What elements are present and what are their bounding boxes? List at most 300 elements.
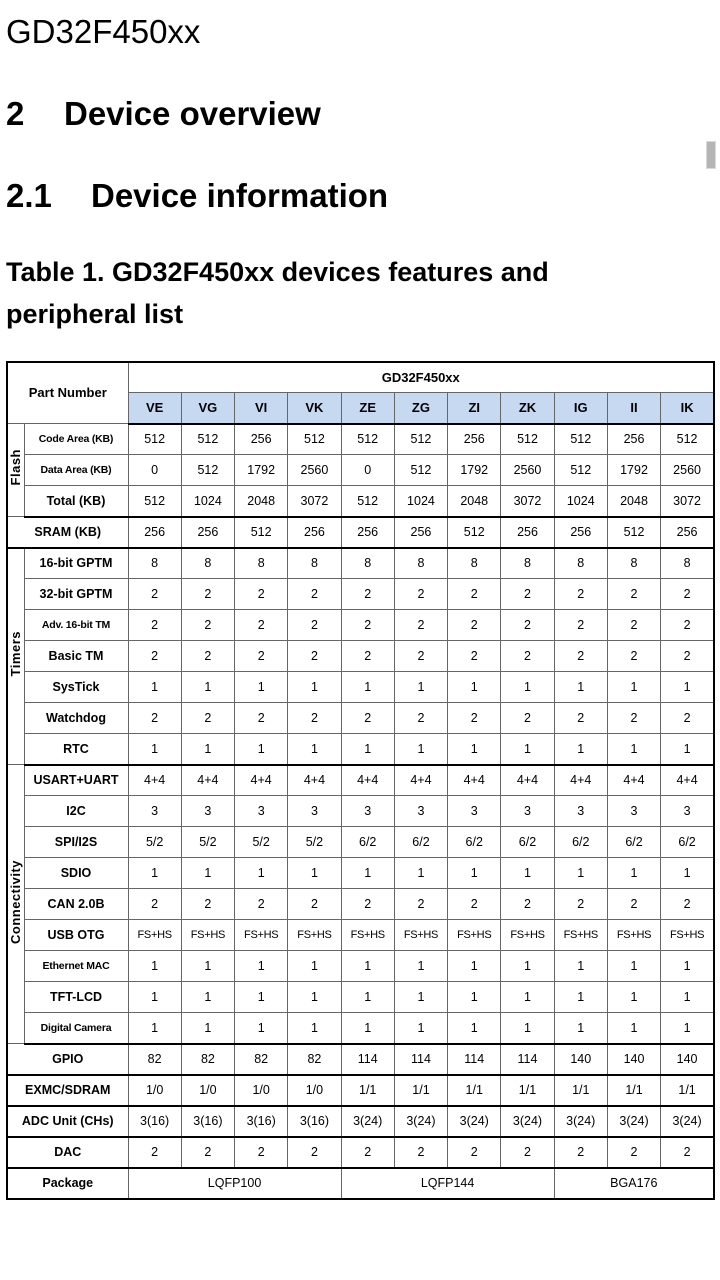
- data-cell: 256: [607, 424, 660, 455]
- data-cell: 2: [181, 703, 234, 734]
- data-cell: 1: [661, 672, 714, 703]
- data-cell: 1: [394, 1013, 447, 1044]
- row-label: Digital Camera: [24, 1013, 128, 1044]
- data-cell: 2: [288, 889, 341, 920]
- family-header: GD32F450xx: [128, 362, 714, 393]
- data-cell: 256: [554, 517, 607, 548]
- data-cell: 1/0: [235, 1075, 288, 1106]
- data-cell: 1: [128, 734, 181, 765]
- data-cell: 1: [661, 1013, 714, 1044]
- data-cell: 114: [341, 1044, 394, 1075]
- data-cell: 1: [235, 734, 288, 765]
- data-cell: 3(16): [235, 1106, 288, 1137]
- data-cell: 8: [607, 548, 660, 579]
- data-cell: 1: [448, 734, 501, 765]
- data-cell: 2: [128, 703, 181, 734]
- table-row: [7, 734, 714, 765]
- table-row: [7, 486, 714, 517]
- data-cell: 1: [341, 858, 394, 889]
- data-cell: 2: [181, 641, 234, 672]
- table-row: [7, 920, 714, 951]
- table-caption: Table 1. GD32F450xx devices features and peripheral list: [6, 256, 549, 329]
- data-cell: 256: [448, 424, 501, 455]
- data-cell: 2: [554, 641, 607, 672]
- data-cell: 2: [288, 579, 341, 610]
- data-cell: 2: [394, 1137, 447, 1168]
- row-label: SDIO: [24, 858, 128, 889]
- data-cell: 5/2: [128, 827, 181, 858]
- data-cell: 6/2: [661, 827, 714, 858]
- data-cell: 1: [501, 982, 554, 1013]
- data-cell: 4+4: [288, 765, 341, 796]
- data-cell: 512: [341, 486, 394, 517]
- part-number-header: Part Number: [7, 362, 128, 424]
- data-cell: 2: [661, 889, 714, 920]
- data-cell: 256: [661, 517, 714, 548]
- data-cell: 512: [554, 455, 607, 486]
- data-cell: 2: [235, 641, 288, 672]
- data-cell: 1: [394, 672, 447, 703]
- scrollbar-thumb[interactable]: [706, 141, 716, 169]
- package-cell: LQFP100: [128, 1168, 341, 1199]
- row-label: Package: [7, 1168, 128, 1199]
- data-cell: 2: [341, 889, 394, 920]
- group-label-text: Timers: [8, 631, 24, 677]
- data-cell: 2: [341, 579, 394, 610]
- column-header-zk: ZK: [501, 393, 554, 424]
- data-cell: 2: [341, 610, 394, 641]
- group-label-timers: [7, 548, 24, 765]
- data-cell: 3: [394, 796, 447, 827]
- data-cell: 1: [181, 672, 234, 703]
- table-row: [7, 1168, 714, 1199]
- data-cell: 1: [554, 858, 607, 889]
- data-cell: 2: [288, 641, 341, 672]
- data-cell: 2: [607, 889, 660, 920]
- data-cell: 3072: [501, 486, 554, 517]
- data-cell: 512: [235, 517, 288, 548]
- data-cell: 4+4: [128, 765, 181, 796]
- data-cell: 1: [394, 982, 447, 1013]
- data-cell: 5/2: [181, 827, 234, 858]
- data-cell: 2: [181, 889, 234, 920]
- data-cell: 82: [235, 1044, 288, 1075]
- data-cell: 4+4: [501, 765, 554, 796]
- data-cell: 3(24): [394, 1106, 447, 1137]
- data-cell: 1: [235, 982, 288, 1013]
- data-cell: 2: [394, 579, 447, 610]
- table-row: [7, 765, 714, 796]
- data-cell: 2: [661, 610, 714, 641]
- data-cell: 82: [288, 1044, 341, 1075]
- data-cell: 2: [128, 1137, 181, 1168]
- data-cell: 82: [128, 1044, 181, 1075]
- data-cell: 1: [448, 1013, 501, 1044]
- data-cell: 2560: [501, 455, 554, 486]
- data-cell: 512: [448, 517, 501, 548]
- data-cell: 256: [288, 517, 341, 548]
- table-row: [7, 579, 714, 610]
- data-cell: 1: [181, 1013, 234, 1044]
- column-header-vi: VI: [235, 393, 288, 424]
- data-cell: 1: [448, 982, 501, 1013]
- group-label-flash: [7, 424, 24, 517]
- column-header-zg: ZG: [394, 393, 447, 424]
- group-label-text: Connectivity: [8, 859, 24, 944]
- data-cell: 256: [341, 517, 394, 548]
- data-cell: 2: [554, 889, 607, 920]
- data-cell: 1: [288, 1013, 341, 1044]
- table-row: [7, 951, 714, 982]
- data-cell: 512: [128, 424, 181, 455]
- table-row: [7, 641, 714, 672]
- data-cell: 1: [554, 1013, 607, 1044]
- data-cell: 1/0: [288, 1075, 341, 1106]
- data-cell: 1: [235, 672, 288, 703]
- data-cell: 2: [394, 703, 447, 734]
- row-label: GPIO: [7, 1044, 128, 1075]
- row-label: SPI/I2S: [24, 827, 128, 858]
- data-cell: 1: [288, 982, 341, 1013]
- data-cell: 2: [448, 1137, 501, 1168]
- data-cell: 1792: [607, 455, 660, 486]
- column-header-ve: VE: [128, 393, 181, 424]
- data-cell: 1: [341, 672, 394, 703]
- table-row: [7, 672, 714, 703]
- data-cell: 256: [394, 517, 447, 548]
- data-cell: 256: [128, 517, 181, 548]
- data-cell: 2: [554, 579, 607, 610]
- data-cell: 4+4: [235, 765, 288, 796]
- subsection-title: Device information: [91, 176, 389, 214]
- data-cell: 1: [181, 858, 234, 889]
- table-row: [7, 889, 714, 920]
- data-cell: 140: [607, 1044, 660, 1075]
- data-cell: 4+4: [448, 765, 501, 796]
- data-cell: 6/2: [501, 827, 554, 858]
- row-label: ADC Unit (CHs): [7, 1106, 128, 1137]
- data-cell: 8: [288, 548, 341, 579]
- data-cell: 256: [501, 517, 554, 548]
- data-cell: 512: [394, 424, 447, 455]
- data-cell: 1: [501, 951, 554, 982]
- column-header-vk: VK: [288, 393, 341, 424]
- data-cell: 4+4: [554, 765, 607, 796]
- data-cell: 5/2: [288, 827, 341, 858]
- data-cell: 256: [235, 424, 288, 455]
- data-cell: 1: [607, 734, 660, 765]
- data-cell: 2048: [235, 486, 288, 517]
- data-cell: 1: [448, 951, 501, 982]
- data-cell: 3: [181, 796, 234, 827]
- data-cell: 8: [341, 548, 394, 579]
- data-cell: 512: [181, 424, 234, 455]
- column-header-ik: IK: [661, 393, 714, 424]
- data-cell: FS+HS: [607, 920, 660, 951]
- row-label: SysTick: [24, 672, 128, 703]
- row-label: Basic TM: [24, 641, 128, 672]
- data-cell: 2: [235, 610, 288, 641]
- data-cell: 1: [394, 858, 447, 889]
- row-label: USART+UART: [24, 765, 128, 796]
- data-cell: 3: [554, 796, 607, 827]
- subsection-number: 2.1: [6, 176, 52, 214]
- data-cell: 512: [661, 424, 714, 455]
- data-cell: 4+4: [607, 765, 660, 796]
- table-row: [7, 1137, 714, 1168]
- group-label-text: Flash: [8, 449, 24, 486]
- data-cell: 2: [288, 1137, 341, 1168]
- data-cell: 2: [448, 641, 501, 672]
- data-cell: 1/1: [661, 1075, 714, 1106]
- row-label: CAN 2.0B: [24, 889, 128, 920]
- data-cell: 1/1: [554, 1075, 607, 1106]
- column-header-ii: II: [607, 393, 660, 424]
- data-cell: FS+HS: [235, 920, 288, 951]
- data-cell: 1: [341, 734, 394, 765]
- row-label: USB OTG: [24, 920, 128, 951]
- data-cell: 2: [394, 610, 447, 641]
- data-cell: 0: [128, 455, 181, 486]
- data-cell: FS+HS: [394, 920, 447, 951]
- data-cell: 1: [554, 672, 607, 703]
- data-cell: 2: [607, 610, 660, 641]
- data-cell: 1: [181, 734, 234, 765]
- data-cell: 6/2: [448, 827, 501, 858]
- data-cell: 1: [501, 858, 554, 889]
- data-cell: 2: [448, 703, 501, 734]
- data-cell: 1024: [394, 486, 447, 517]
- data-cell: 2: [501, 1137, 554, 1168]
- table-header-row-1: [7, 362, 714, 393]
- data-cell: 1/1: [501, 1075, 554, 1106]
- data-cell: 1: [394, 734, 447, 765]
- data-cell: 3(24): [448, 1106, 501, 1137]
- data-cell: 512: [181, 455, 234, 486]
- data-cell: 2: [607, 703, 660, 734]
- table-row: [7, 827, 714, 858]
- data-cell: 2: [128, 889, 181, 920]
- data-cell: 2: [128, 579, 181, 610]
- data-cell: 2560: [661, 455, 714, 486]
- data-cell: 2: [341, 641, 394, 672]
- row-label: 16-bit GPTM: [24, 548, 128, 579]
- data-cell: 3: [501, 796, 554, 827]
- table-row: [7, 1044, 714, 1075]
- data-cell: 1/1: [448, 1075, 501, 1106]
- data-cell: 1: [235, 1013, 288, 1044]
- data-cell: 2: [554, 703, 607, 734]
- data-cell: 1/1: [394, 1075, 447, 1106]
- data-cell: 1792: [448, 455, 501, 486]
- data-cell: 1: [288, 858, 341, 889]
- row-label: RTC: [24, 734, 128, 765]
- data-cell: FS+HS: [661, 920, 714, 951]
- data-cell: 3: [661, 796, 714, 827]
- data-cell: 1: [341, 951, 394, 982]
- data-cell: 512: [501, 424, 554, 455]
- data-cell: 2: [448, 610, 501, 641]
- data-cell: 3(24): [501, 1106, 554, 1137]
- data-cell: FS+HS: [288, 920, 341, 951]
- row-label: TFT-LCD: [24, 982, 128, 1013]
- data-cell: 3: [341, 796, 394, 827]
- data-cell: 114: [394, 1044, 447, 1075]
- package-cell: LQFP144: [341, 1168, 554, 1199]
- data-cell: 2: [235, 703, 288, 734]
- package-cell: BGA176: [554, 1168, 714, 1199]
- data-cell: 2: [607, 579, 660, 610]
- data-cell: 6/2: [394, 827, 447, 858]
- data-cell: 2: [288, 610, 341, 641]
- table-row: [7, 517, 714, 548]
- data-cell: 1: [128, 1013, 181, 1044]
- data-cell: 1792: [235, 455, 288, 486]
- data-cell: 1: [501, 734, 554, 765]
- data-cell: 1: [181, 951, 234, 982]
- data-cell: 1: [661, 982, 714, 1013]
- data-cell: 2: [554, 610, 607, 641]
- data-cell: 2: [607, 1137, 660, 1168]
- data-cell: 2: [288, 703, 341, 734]
- data-cell: 8: [448, 548, 501, 579]
- data-cell: 1024: [554, 486, 607, 517]
- data-cell: 1: [341, 1013, 394, 1044]
- table-row: [7, 982, 714, 1013]
- data-cell: 3072: [288, 486, 341, 517]
- section-title: Device overview: [64, 95, 321, 133]
- data-cell: 1: [448, 672, 501, 703]
- row-label: Data Area (KB): [24, 455, 128, 486]
- data-cell: 2: [661, 579, 714, 610]
- row-label: Watchdog: [24, 703, 128, 734]
- data-cell: 2: [501, 889, 554, 920]
- data-cell: 2: [661, 641, 714, 672]
- data-cell: 2: [181, 579, 234, 610]
- data-cell: 1/1: [341, 1075, 394, 1106]
- data-cell: 512: [607, 517, 660, 548]
- data-cell: 5/2: [235, 827, 288, 858]
- subsection-heading: [6, 178, 714, 214]
- data-cell: 512: [554, 424, 607, 455]
- row-label: DAC: [7, 1137, 128, 1168]
- data-cell: 2: [128, 641, 181, 672]
- data-cell: 2: [501, 641, 554, 672]
- data-cell: 1: [235, 951, 288, 982]
- data-cell: 2: [661, 1137, 714, 1168]
- data-cell: 1: [448, 858, 501, 889]
- row-label: SRAM (KB): [7, 517, 128, 548]
- data-cell: 140: [554, 1044, 607, 1075]
- column-header-ig: IG: [554, 393, 607, 424]
- data-cell: 2: [661, 703, 714, 734]
- data-cell: 1: [661, 951, 714, 982]
- data-cell: 2560: [288, 455, 341, 486]
- data-cell: 2: [394, 889, 447, 920]
- data-cell: 2: [181, 610, 234, 641]
- data-cell: 1/1: [607, 1075, 660, 1106]
- row-label: Total (KB): [24, 486, 128, 517]
- data-cell: 2: [235, 579, 288, 610]
- data-cell: 1: [661, 734, 714, 765]
- data-cell: 2: [341, 1137, 394, 1168]
- data-cell: 3: [128, 796, 181, 827]
- data-cell: 8: [128, 548, 181, 579]
- row-label: I2C: [24, 796, 128, 827]
- data-cell: 1: [607, 1013, 660, 1044]
- data-cell: 3(24): [661, 1106, 714, 1137]
- data-cell: 1: [394, 951, 447, 982]
- table-row: [7, 1106, 714, 1137]
- row-label: Ethernet MAC: [24, 951, 128, 982]
- data-cell: 2048: [607, 486, 660, 517]
- data-cell: FS+HS: [448, 920, 501, 951]
- data-cell: 3(16): [128, 1106, 181, 1137]
- data-cell: 2: [235, 889, 288, 920]
- data-cell: 1: [607, 951, 660, 982]
- table-row: [7, 548, 714, 579]
- data-cell: 8: [501, 548, 554, 579]
- data-cell: 1: [128, 982, 181, 1013]
- data-cell: 2: [501, 579, 554, 610]
- data-cell: 4+4: [661, 765, 714, 796]
- table-row: [7, 610, 714, 641]
- data-cell: 2: [448, 579, 501, 610]
- data-cell: 1: [661, 858, 714, 889]
- data-cell: 512: [341, 424, 394, 455]
- data-cell: 8: [661, 548, 714, 579]
- data-cell: 6/2: [341, 827, 394, 858]
- data-cell: 2: [607, 641, 660, 672]
- data-cell: 3: [448, 796, 501, 827]
- data-cell: 1: [128, 672, 181, 703]
- data-cell: 1: [288, 734, 341, 765]
- section-number: 2: [6, 95, 25, 133]
- data-cell: 1: [288, 672, 341, 703]
- data-cell: 8: [394, 548, 447, 579]
- data-cell: 8: [181, 548, 234, 579]
- data-cell: 6/2: [554, 827, 607, 858]
- data-cell: 3(24): [554, 1106, 607, 1137]
- data-cell: 512: [288, 424, 341, 455]
- data-cell: 114: [501, 1044, 554, 1075]
- table-row: [7, 455, 714, 486]
- data-cell: 3072: [661, 486, 714, 517]
- column-header-vg: VG: [181, 393, 234, 424]
- data-cell: 1: [501, 1013, 554, 1044]
- data-cell: 2: [341, 703, 394, 734]
- data-cell: 2: [128, 610, 181, 641]
- data-cell: FS+HS: [128, 920, 181, 951]
- data-cell: FS+HS: [181, 920, 234, 951]
- data-cell: 1: [288, 951, 341, 982]
- data-cell: 1: [341, 982, 394, 1013]
- data-cell: 4+4: [341, 765, 394, 796]
- column-header-ze: ZE: [341, 393, 394, 424]
- data-cell: 256: [181, 517, 234, 548]
- data-cell: 2: [448, 889, 501, 920]
- data-cell: 2: [235, 1137, 288, 1168]
- column-header-zi: ZI: [448, 393, 501, 424]
- data-cell: 82: [181, 1044, 234, 1075]
- table-row: [7, 1075, 714, 1106]
- data-cell: 6/2: [607, 827, 660, 858]
- data-cell: 1: [128, 951, 181, 982]
- data-cell: 1: [607, 858, 660, 889]
- data-cell: 2: [394, 641, 447, 672]
- group-label-connectivity: [7, 765, 24, 1044]
- table-row: [7, 424, 714, 455]
